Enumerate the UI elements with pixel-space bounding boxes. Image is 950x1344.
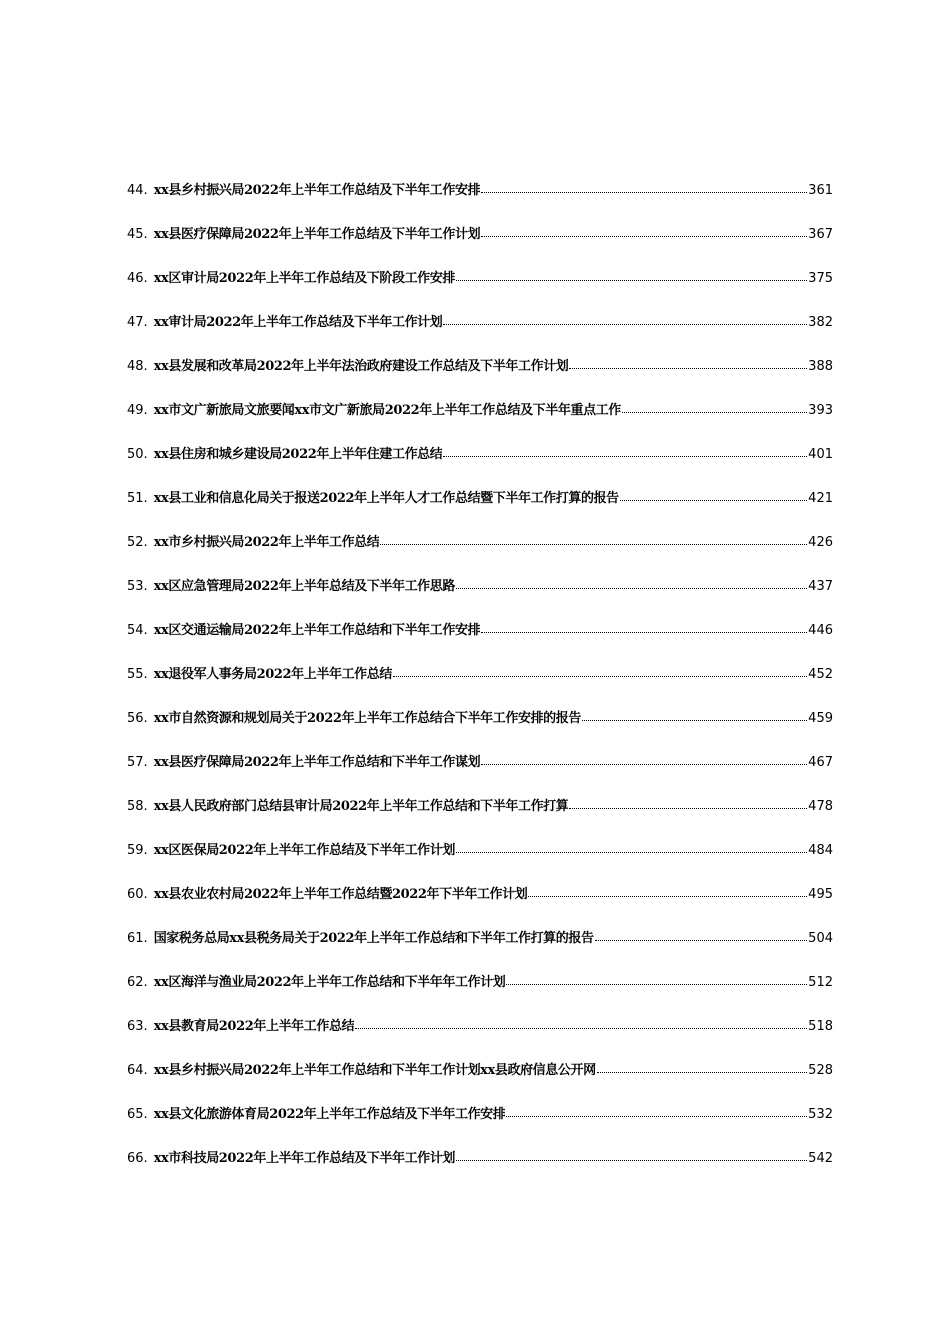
entry-title: xx县文化旅游体育局2022年上半年工作总结及下半年工作安排: [153, 1107, 506, 1122]
entry-number: 61.: [127, 931, 148, 946]
toc-entry[interactable]: [127, 663, 833, 707]
dot-leader: [569, 368, 807, 369]
dot-leader: [380, 544, 807, 545]
entry-title: xx市文广新旅局文旅要闻xx市文广新旅局2022年上半年工作总结及下半年重点工作: [153, 403, 621, 418]
entry-title: xx县医疗保障局2022年上半年工作总结及下半年工作计划: [153, 227, 481, 242]
page-number: 382: [808, 315, 833, 330]
entry-title: xx审计局2022年上半年工作总结及下半年工作计划: [153, 315, 443, 330]
dot-leader: [528, 896, 807, 897]
entry-title: xx县乡村振兴局2022年上半年工作总结及下半年工作安排: [153, 183, 481, 198]
toc-entry[interactable]: [127, 1015, 833, 1059]
page-number: 512: [808, 975, 833, 990]
dot-leader: [456, 588, 807, 589]
toc-entry[interactable]: [127, 311, 833, 355]
entry-number: 64.: [127, 1063, 148, 1078]
page-number: 495: [808, 887, 833, 902]
toc-entry[interactable]: [127, 839, 833, 883]
entry-number: 63.: [127, 1019, 148, 1034]
page-number: 467: [808, 755, 833, 770]
dot-leader: [456, 852, 807, 853]
toc-entry[interactable]: [127, 267, 833, 311]
page-number: 504: [808, 931, 833, 946]
dot-leader: [622, 412, 807, 413]
entry-number: 57.: [127, 755, 148, 770]
dot-leader: [620, 500, 807, 501]
entry-title: xx区交通运输局2022年上半年工作总结和下半年工作安排: [153, 623, 481, 638]
entry-number: 51.: [127, 491, 148, 506]
entry-number: 50.: [127, 447, 148, 462]
dot-leader: [481, 764, 807, 765]
toc-entry[interactable]: [127, 1059, 833, 1103]
page-number: 437: [808, 579, 833, 594]
page-number: 532: [808, 1107, 833, 1122]
toc-entry[interactable]: [127, 795, 833, 839]
dot-leader: [443, 456, 807, 457]
page-number: 542: [808, 1151, 833, 1166]
entry-number: 47.: [127, 315, 148, 330]
entry-number: 54.: [127, 623, 148, 638]
dot-leader: [481, 192, 807, 193]
entry-number: 44.: [127, 183, 148, 198]
entry-number: 46.: [127, 271, 148, 286]
entry-number: 59.: [127, 843, 148, 858]
toc-entry[interactable]: [127, 487, 833, 531]
toc-entry[interactable]: [127, 399, 833, 443]
page-number: 421: [808, 491, 833, 506]
entry-title: xx区应急管理局2022年上半年总结及下半年工作思路: [153, 579, 455, 594]
entry-number: 66.: [127, 1151, 148, 1166]
page-number: 459: [808, 711, 833, 726]
page-number: 361: [808, 183, 833, 198]
entry-number: 53.: [127, 579, 148, 594]
toc-entry[interactable]: [127, 1103, 833, 1147]
dot-leader: [456, 1160, 807, 1161]
entry-title: xx市科技局2022年上半年工作总结及下半年工作计划: [153, 1151, 455, 1166]
page-number: 478: [808, 799, 833, 814]
entry-title: xx县农业农村局2022年上半年工作总结暨2022年下半年工作计划: [153, 887, 528, 902]
toc-entry[interactable]: [127, 443, 833, 487]
entry-number: 60.: [127, 887, 148, 902]
entry-title: xx区医保局2022年上半年工作总结及下半年工作计划: [153, 843, 455, 858]
entry-number: 55.: [127, 667, 148, 682]
dot-leader: [569, 808, 807, 809]
toc-entry[interactable]: [127, 179, 833, 223]
dot-leader: [393, 676, 807, 677]
toc-entry[interactable]: [127, 575, 833, 619]
entry-number: 52.: [127, 535, 148, 550]
entry-title: xx县人民政府部门总结县审计局2022年上半年工作总结和下半年工作打算: [153, 799, 569, 814]
page-number: 375: [808, 271, 833, 286]
entry-title: xx市乡村振兴局2022年上半年工作总结: [153, 535, 380, 550]
entry-title: xx市自然资源和规划局关于2022年上半年工作总结合下半年工作安排的报告: [153, 711, 581, 726]
entry-number: 58.: [127, 799, 148, 814]
page-number: 393: [808, 403, 833, 418]
toc-entry[interactable]: [127, 223, 833, 267]
entry-title: xx县住房和城乡建设局2022年上半年住建工作总结: [153, 447, 443, 462]
entry-number: 62.: [127, 975, 148, 990]
entry-title: 国家税务总局xx县税务局关于2022年上半年工作总结和下半年工作打算的报告: [153, 931, 594, 946]
toc-entry[interactable]: [127, 883, 833, 927]
dot-leader: [481, 236, 807, 237]
toc-entry[interactable]: [127, 619, 833, 663]
entry-title: xx区海洋与渔业局2022年上半年工作总结和下半年年工作计划: [153, 975, 506, 990]
entry-number: 48.: [127, 359, 148, 374]
dot-leader: [506, 1116, 807, 1117]
page-number: 426: [808, 535, 833, 550]
toc-entry[interactable]: [127, 355, 833, 399]
page-number: 452: [808, 667, 833, 682]
entry-number: 65.: [127, 1107, 148, 1122]
entry-title: xx退役军人事务局2022年上半年工作总结: [153, 667, 392, 682]
entry-number: 56.: [127, 711, 148, 726]
page-number: 388: [808, 359, 833, 374]
entry-title: xx县医疗保障局2022年上半年工作总结和下半年工作谋划: [153, 755, 481, 770]
entry-title: xx县教育局2022年上半年工作总结: [153, 1019, 355, 1034]
page-number: 518: [808, 1019, 833, 1034]
dot-leader: [481, 632, 807, 633]
dot-leader: [597, 1072, 808, 1073]
toc-entry[interactable]: [127, 707, 833, 751]
table-of-contents: [127, 179, 833, 1191]
toc-entry[interactable]: [127, 971, 833, 1015]
dot-leader: [443, 324, 807, 325]
entry-title: xx区审计局2022年上半年工作总结及下阶段工作安排: [153, 271, 455, 286]
entry-title: xx县发展和改革局2022年上半年法治政府建设工作总结及下半年工作计划: [153, 359, 569, 374]
dot-leader: [355, 1028, 807, 1029]
toc-entry[interactable]: [127, 1147, 833, 1191]
dot-leader: [506, 984, 807, 985]
toc-entry[interactable]: [127, 531, 833, 575]
page-number: 367: [808, 227, 833, 242]
page-number: 401: [808, 447, 833, 462]
toc-entry[interactable]: [127, 751, 833, 795]
entry-number: 45.: [127, 227, 148, 242]
dot-leader: [456, 280, 807, 281]
entry-number: 49.: [127, 403, 148, 418]
dot-leader: [582, 720, 807, 721]
toc-entry[interactable]: [127, 927, 833, 971]
page-number: 446: [808, 623, 833, 638]
entry-title: xx县乡村振兴局2022年上半年工作总结和下半年工作计划xx县政府信息公开网: [153, 1063, 596, 1078]
dot-leader: [595, 940, 808, 941]
page-number: 484: [808, 843, 833, 858]
page-number: 528: [808, 1063, 833, 1078]
entry-title: xx县工业和信息化局关于报送2022年上半年人才工作总结暨下半年工作打算的报告: [153, 491, 619, 506]
